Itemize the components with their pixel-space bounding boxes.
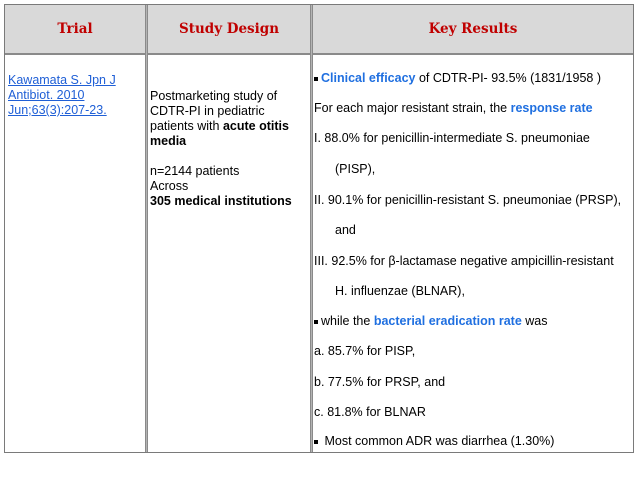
- eradication-item: c. 81.8% for BLNAR: [314, 405, 426, 419]
- citation-link-line[interactable]: Antibiot. 2010: [8, 88, 85, 102]
- trial-citation[interactable]: [8, 73, 143, 118]
- column-divider: [145, 5, 148, 452]
- eradication-text: was: [521, 314, 548, 328]
- results-table: [4, 4, 634, 453]
- eradication-item: a. 85.7% for PISP,: [314, 344, 416, 358]
- design-text: patients with: [150, 119, 223, 133]
- efficacy-line: [314, 71, 601, 85]
- strain-intro-text: For each major resistant strain, the: [314, 101, 511, 115]
- design-line: CDTR-PI in pediatric: [150, 104, 265, 118]
- efficacy-text: of CDTR-PI- 93.5% (1831/1958 ): [415, 71, 601, 85]
- design-bold-line: media: [150, 134, 187, 148]
- response-rate-label: response rate: [510, 101, 593, 115]
- design-line: [150, 119, 308, 134]
- efficacy-label: Clinical efficacy: [321, 71, 416, 85]
- bullet-icon: [314, 320, 318, 324]
- design-bold-text: acute otitis: [222, 119, 289, 133]
- result-item: II. 90.1% for penicillin-resistant S. pneumoniae (PRSP),: [314, 193, 622, 207]
- patient-count: n=2144 patients: [150, 164, 240, 178]
- result-item: III. 92.5% for β-lactamase negative ampicillin-resistant: [314, 254, 614, 268]
- eradication-item: b. 77.5% for PRSP, and: [314, 375, 446, 389]
- design-line: Across: [150, 179, 189, 193]
- eradication-line: [314, 314, 548, 328]
- header-key-results: Key Results: [428, 21, 518, 37]
- bullet-icon: [314, 77, 318, 81]
- result-item-cont: and: [335, 223, 356, 237]
- result-item-cont: (PISP),: [335, 162, 376, 176]
- header-study-design: Study Design: [178, 21, 280, 37]
- header-trial: Trial: [57, 21, 93, 37]
- result-item: I. 88.0% for penicillin-intermediate S. pneumoniae: [314, 131, 590, 145]
- adr-line: [314, 434, 554, 448]
- column-divider: [310, 5, 313, 452]
- table-header-row: [5, 5, 633, 55]
- result-item-cont: H. influenzae (BLNAR),: [335, 284, 465, 298]
- strain-intro-line: [314, 101, 593, 115]
- citation-link-line[interactable]: Jun;63(3):207-23.: [8, 103, 107, 117]
- institution-count: 305 medical institutions: [150, 194, 292, 208]
- eradication-text: while the: [321, 314, 374, 328]
- study-design-text: [150, 89, 308, 209]
- citation-link-line[interactable]: Kawamata S. Jpn J: [8, 73, 116, 87]
- eradication-label: bacterial eradication rate: [373, 314, 522, 328]
- design-line: Postmarketing study of: [150, 89, 278, 103]
- adr-text: Most common ADR was diarrhea (1.30%): [321, 434, 555, 448]
- bullet-icon: [314, 440, 318, 444]
